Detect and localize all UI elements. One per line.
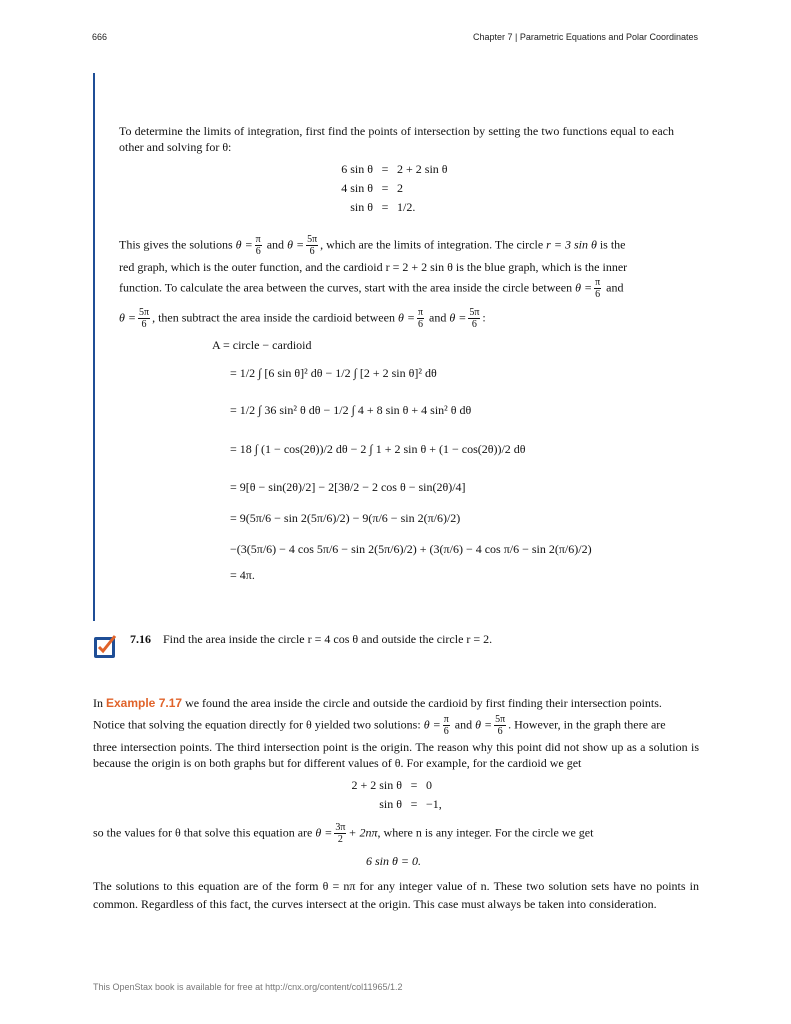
example-rule: [93, 73, 95, 621]
equation-block-1: [325, 160, 448, 217]
derivation-line: A = circle − cardioid: [212, 338, 312, 352]
chapter-title: Chapter 7 | Parametric Equations and Polar Coordinates: [473, 32, 698, 42]
derivation-line: = 9(5π/6 − sin 2(5π/6)/2) − 9(π/6 − sin 2(π/6)/2): [230, 511, 461, 525]
discussion-line-1: In Example 7.17 we found the area inside the circle and outside the cardioid by first finding their intersection points.: [93, 696, 662, 710]
derivation-line: = 1/2 ∫ 36 sin² θ dθ − 1/2 ∫ 4 + 8 sin θ + 4 sin² θ dθ: [230, 403, 472, 417]
values-line: so the values for θ that solve this equation are θ = $\frac{3\pi}{2}$ + 2nπ, where n is any integer. For the circle we get: [93, 822, 594, 845]
solutions-line-4: θ = $\frac{5\pi}{6}$ , then subtract the area inside the cardioid between θ = $\frac{\pi}{6}$ and θ = $\frac{5\pi}{6}$ :: [119, 307, 486, 330]
exercise: [130, 631, 630, 647]
discussion-paragraph-3: three intersection points. The third intersection point is the origin. The reason why this point did not show up as a solution is because the origin is on both graphs but for different values of θ. For example, for the cardioid we get: [93, 740, 699, 770]
footer-note: This OpenStax book is available for free at http://cnx.org/content/col11965/1.2: [93, 982, 403, 992]
discussion-line-2: Notice that solving the equation directly for θ yielded two solutions: θ = $\frac{\pi}{6}$ and θ = $\frac{5\pi}{6}$ . However, in the graph there are: [93, 714, 666, 737]
page-number: 666: [92, 32, 108, 42]
equation-row: 4 sin θ = 2: [341, 181, 403, 195]
equation-row: 2 + 2 sin θ = 0: [351, 778, 432, 792]
exercise-text: Find the area inside the circle r = 4 cos θ and outside the circle r = 2.: [163, 632, 493, 646]
example-link[interactable]: Example 7.17: [106, 696, 183, 710]
derivation-line: = 1/2 ∫ [6 sin θ]² dθ − 1/2 ∫ [2 + 2 sin θ]² dθ: [230, 366, 437, 380]
derivation-line: = 9[θ − sin(2θ)/2] − 2[3θ/2 − 2 cos θ − sin(2θ)/4]: [230, 480, 466, 494]
derivation-line: −(3(5π/6) − 4 cos 5π/6 − sin 2(5π/6)/2) + (3(π/6) − 4 cos π/6 − sin 2(π/6)/2): [230, 542, 592, 556]
equation-row: sin θ = 1/2.: [350, 200, 416, 214]
closing-paragraph: The solutions to this equation are of the form θ = nπ for any integer value of n. These two solution sets have no points in common. Regardless of this fact, the curves intersect at the origin. This case must always be taken into consideration.: [93, 879, 699, 911]
solutions-line-2: red graph, which is the outer function, and the cardioid r = 2 + 2 sin θ is the blue graph, which is the inner: [119, 260, 628, 274]
checklist-icon: [93, 633, 119, 659]
derivation-line: = 4π.: [230, 568, 255, 582]
derivation-line: = 18 ∫ (1 − cos(2θ))/2 dθ − 2 ∫ 1 + 2 sin θ + (1 − cos(2θ))/2 dθ: [230, 442, 526, 456]
solutions-line-3: function. To calculate the area between the curves, start with the area inside the circle between θ = $\frac{\pi}{6}$ and: [119, 277, 624, 300]
equation-row: sin θ = −1,: [379, 797, 442, 811]
circle-equation: 6 sin θ = 0.: [366, 854, 421, 868]
equation-row: 6 sin θ = 2 + 2 sin θ: [341, 162, 448, 176]
solutions-line-1: This gives the solutions θ = $\frac{\pi}{6}$ and θ = $\frac{5\pi}{6}$ , which are the limits of integration. The circle r = 3 sin θ is the: [119, 234, 626, 257]
equation-block-2: [322, 776, 442, 814]
intro-paragraph: To determine the limits of integration, first find the points of intersection by setting the two functions equal to each other and solving for θ:: [119, 124, 674, 154]
exercise-number: 7.16: [130, 632, 151, 646]
